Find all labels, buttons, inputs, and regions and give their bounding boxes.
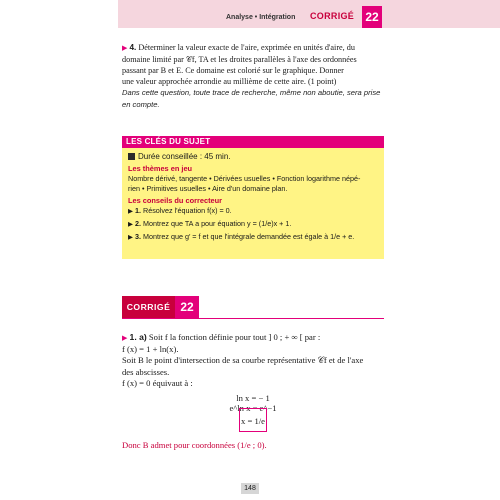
triangle-marker-icon: ▶	[122, 44, 128, 52]
conseil-3-text: Montrez que g′ = f et que l'intégrale demandée est égale à 1/e + e.	[143, 232, 355, 241]
solution-line-1	[122, 332, 384, 344]
triangle-marker-icon: ▶	[128, 220, 133, 228]
conseil-2-text: Montrez que TA a pour équation y = (1/e)x + 1.	[143, 219, 292, 228]
themes-line-1: Nombre dérivé, tangente • Dérivées usuelles • Fonction logarithme népé-	[128, 174, 361, 183]
solution-number: 1. a)	[129, 332, 147, 342]
solution-1a	[122, 332, 384, 389]
cles-title: LES CLÉS DU SUJET	[122, 136, 384, 148]
conseil-1-num: 1.	[135, 206, 141, 215]
duree-text: Durée conseillée : 45 min.	[138, 152, 231, 161]
solution-text-4: des abscisses.	[122, 366, 170, 377]
question-4-hint-1: Dans cette question, toute trace de recherche, même non aboutie, sera prise	[122, 88, 381, 97]
conseil-3-num: 3.	[135, 232, 141, 241]
square-bullet-icon	[128, 153, 135, 160]
page-header	[118, 0, 500, 28]
question-4-text-2: domaine limité par 𝒞f, TA et les droites parallèles à l'axe des ordonnées	[122, 55, 357, 64]
equation-1: ln x = − 1	[236, 393, 270, 403]
conseils-title: Les conseils du correcteur	[128, 196, 223, 205]
solution-text-5: f (x) = 0 équivaut à :	[122, 377, 193, 388]
triangle-marker-icon: ▶	[122, 334, 128, 342]
equation-2: e^ln x = e^−1	[229, 403, 277, 413]
corrige-number: 22	[175, 296, 199, 318]
question-4-text-1: Déterminer la valeur exacte de l'aire, exprimée en unités d'aire, du	[138, 43, 355, 52]
question-4	[122, 42, 384, 110]
question-4-text-4: une valeur approchée arrondie au millième de cette aire. (1 point)	[122, 77, 337, 86]
conseil-1	[128, 206, 378, 216]
question-4-line-1	[122, 42, 384, 54]
question-4-text-3: passant par B et E. Ce domaine est colorié sur le graphique. Donner	[122, 66, 344, 75]
header-corrige-label: CORRIGÉ	[310, 11, 355, 21]
triangle-marker-icon: ▶	[128, 207, 133, 215]
conseil-2	[128, 219, 378, 229]
themes-title: Les thèmes en jeu	[128, 164, 193, 173]
solution-text-1: Soit f la fonction définie pour tout ] 0 ; + ∞ [ par :	[148, 332, 321, 342]
corrige-banner	[122, 296, 384, 318]
breadcrumb: Analyse • Intégration	[226, 14, 296, 21]
question-4-hint-2: en compte.	[122, 99, 160, 109]
triangle-marker-icon: ▶	[128, 233, 133, 241]
banner-divider	[122, 318, 384, 319]
equation-3: x = 1/e	[241, 416, 265, 426]
themes-line-2: rien • Primitives usuelles • Aire d'un domaine plan.	[128, 184, 288, 193]
equation-3-box	[239, 408, 267, 432]
corrige-label: CORRIGÉ	[122, 296, 175, 318]
header-number-badge: 22	[362, 6, 382, 28]
solution-text-2: f (x) = 1 + ln(x).	[122, 344, 179, 355]
conclusion: Donc B admet pour coordonnées (1/e ; 0).	[122, 440, 267, 450]
solution-text-3: Soit B le point d'intersection de sa courbe représentative 𝒞f et de l'axe	[122, 355, 364, 366]
conseil-2-num: 2.	[135, 219, 141, 228]
duree-line	[128, 152, 378, 162]
conseil-1-text: Résolvez l'équation f(x) = 0.	[143, 206, 232, 215]
page-number: 148	[241, 483, 259, 494]
cles-box	[122, 148, 384, 259]
conseil-3	[128, 232, 378, 242]
question-4-number: 4.	[129, 43, 137, 52]
